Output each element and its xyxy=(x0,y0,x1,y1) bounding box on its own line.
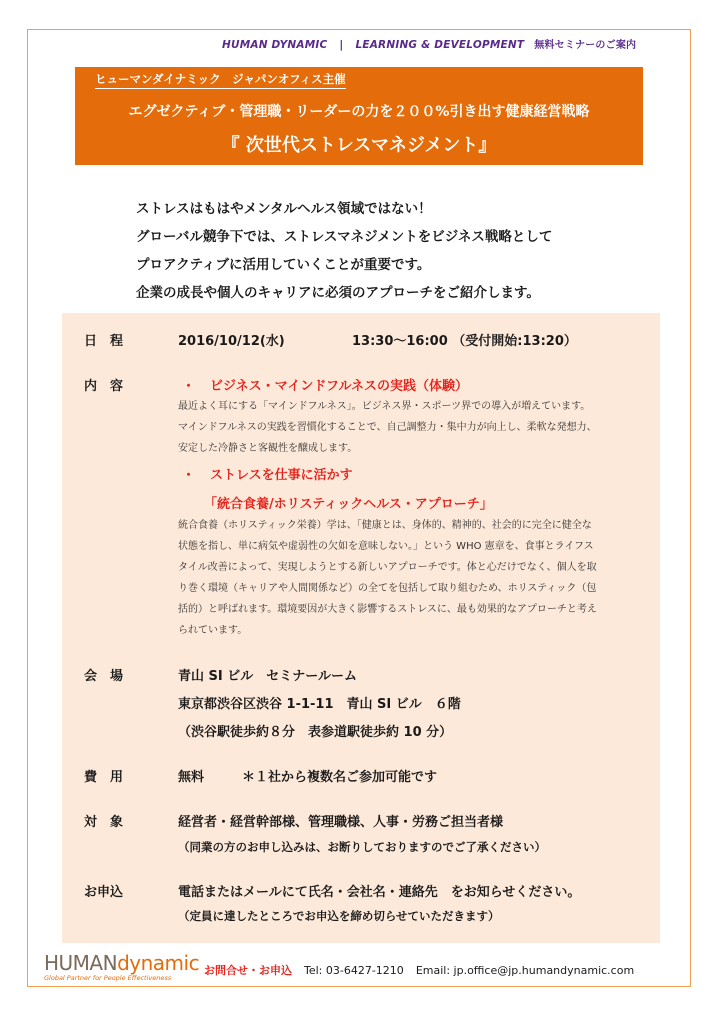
content-item2-subtitle: 「統合食養/ホリスティックヘルス・アプローチ」 xyxy=(204,497,493,512)
logo-human: HUMAN xyxy=(44,951,118,975)
desc-line: られています。 xyxy=(178,625,248,636)
contact-email: Email: jp.office@jp.humandynamic.com xyxy=(415,964,635,977)
content-label: 内 容 xyxy=(84,379,124,394)
schedule-date: 2016/10/12(水) xyxy=(178,334,285,349)
content-item2-bullet: ・ xyxy=(182,468,196,483)
company-logo xyxy=(44,951,200,991)
desc-line: 最近よく耳にする「マインドフルネス」。ビジネス界・スポーツ界での導入が増えています。 xyxy=(178,401,591,412)
target-label: 対 象 xyxy=(84,815,124,830)
header-notice: 無料セミナーのご案内 xyxy=(534,40,637,51)
fee-label: 費 用 xyxy=(84,770,124,785)
target-note: （同業の方のお申し込みは、お断りしておりますのでご了承ください） xyxy=(178,840,546,854)
header-separator: | xyxy=(339,39,344,51)
content-item2-desc xyxy=(178,515,597,641)
apply-note: （定員に達したところでお申込を締め切らせていただきます） xyxy=(178,909,500,923)
content-item1-desc xyxy=(178,396,597,459)
logo-wordmark xyxy=(44,951,200,975)
contact-tel: Tel: 03-6427-1210 xyxy=(304,964,404,977)
venue-address: 東京都渋谷区渋谷 1-1-11 青山 SI ビル ６階 xyxy=(178,697,461,712)
desc-line: り巻く環境（キャリアや人間関係など）の全てを包括して取り組むため、ホリスティック（包 xyxy=(178,583,597,594)
venue-access: （渋谷駅徒歩約８分 表参道駅徒歩約 10 分） xyxy=(178,725,453,740)
intro-line: グローバル競争下では、ストレスマネジメントをビジネス戦略として xyxy=(136,229,553,245)
schedule-time: 13:30～16:00 （受付開始:13:20） xyxy=(352,334,577,349)
header-brand: HUMAN DYNAMIC xyxy=(222,39,328,51)
content-item1-title: ビジネス・マインドフルネスの実践（体験） xyxy=(210,379,469,394)
logo-tagline: Global Partner for People Effectiveness xyxy=(44,974,172,982)
intro-line: ストレスはもはやメンタルヘルス領域ではない！ xyxy=(136,201,432,217)
desc-line: 括的）と呼ばれます。環境要因が大きく影響するストレスに、最も効果的なアプローチと考え xyxy=(178,604,597,615)
apply-label: お申込 xyxy=(84,885,124,900)
desc-line: マインドフルネスの実践を習慣化することで、自己調整力・集中力が向上し、柔軟な発想力、 xyxy=(178,422,597,433)
desc-line: 状態を指し、単に病気や虚弱性の欠如を意味しない。」という WHO 憲章を、食事とライフス xyxy=(178,541,594,552)
intro-text xyxy=(136,195,656,307)
target-value: 経営者・経営幹部様、管理職様、人事・労務ご担当者様 xyxy=(178,815,504,830)
desc-line: 安定した冷静さと客観性を醸成します。 xyxy=(178,443,358,454)
banner-title: 『 次世代ストレスマネジメント』 xyxy=(221,135,497,156)
header-line xyxy=(222,36,682,52)
desc-line: タイル改善によって、実現しようとする新しいアプローチです。体と心だけでなく、個人を取 xyxy=(178,562,597,573)
schedule-label: 日 程 xyxy=(84,334,124,349)
intro-line: プロアクティブに活用していくことが重要です。 xyxy=(136,257,431,273)
contact-line xyxy=(204,962,634,978)
venue-name: 青山 SI ビル セミナールーム xyxy=(178,669,357,684)
fee-note: ＊１社から複数名ご参加可能です xyxy=(242,770,438,785)
header-division: LEARNING & DEVELOPMENT xyxy=(355,39,525,51)
contact-label: お問合せ・お申込 xyxy=(204,964,292,977)
content-item2-title: ストレスを仕事に活かす xyxy=(210,468,353,483)
intro-line: 企業の成長や個人のキャリアに必須のアプローチをご紹介します。 xyxy=(136,285,540,301)
title-banner xyxy=(75,67,643,165)
banner-host: ヒューマンダイナミック ジャパンオフィス主催 xyxy=(95,71,346,89)
banner-subtitle: エグゼクティブ・管理職・リーダーの力を２００%引き出す健康経営戦略 xyxy=(128,104,590,120)
venue-label: 会 場 xyxy=(84,669,124,684)
apply-value: 電話またはメールにて氏名・会社名・連絡先 をお知らせください。 xyxy=(178,885,581,900)
fee-value: 無料 xyxy=(178,770,205,785)
content-item1-bullet: ・ xyxy=(182,379,196,394)
desc-line: 統合食養（ホリスティック栄養）学は、「健康とは、身体的、精神的、社会的に完全に健全な xyxy=(178,520,592,531)
logo-dynamic: dynamic xyxy=(117,951,200,975)
